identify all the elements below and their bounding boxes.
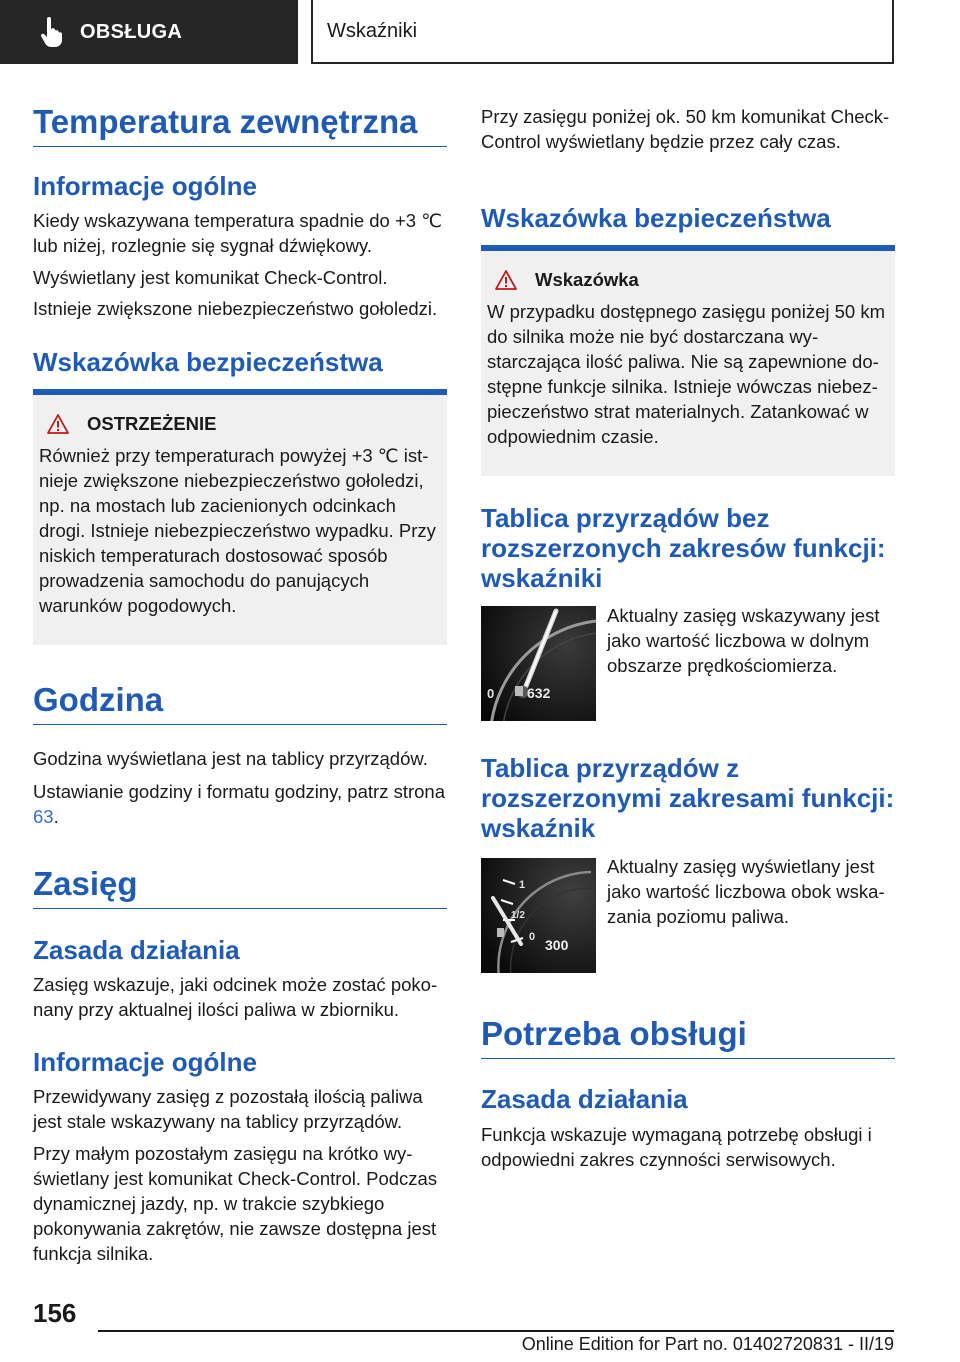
warning-title-row — [39, 413, 439, 435]
hand-pointer-icon — [38, 17, 64, 47]
paragraph-range-general-1: Przewidywany zasięg z pozostałą ilością paliwa jest stale wskazywany na tablicy przyrządów. — [33, 1086, 423, 1132]
note-box — [481, 251, 895, 476]
footer-divider — [98, 1330, 894, 1332]
paragraph-ice-risk: Istnieje zwiększone niebezpieczeństwo gołoledzi. — [33, 298, 438, 319]
heading-range-principle: Zasada działania — [33, 935, 240, 965]
paragraph-range-principle: Zasięg wskazuje, jaki odcinek może zostać pokonany przy aktualnej ilości paliwa w zbiorniku. — [33, 974, 438, 1020]
heading-safety-note-right: Wskazówka bezpieczeństwa — [481, 203, 831, 233]
fuel-full-label: 1 — [519, 879, 526, 891]
paragraph-clock-settings — [33, 779, 447, 829]
speedometer-range-image — [481, 606, 596, 721]
section-title-range: Zasięg — [33, 866, 447, 909]
heading-range-general: Informacje ogólne — [33, 1047, 257, 1077]
fuel-pump-icon — [497, 928, 504, 937]
paragraph-range-general-2: Przy małym pozostałym zasięgu na krótko wyświetlany jest komunikat Check-Control. Podczas dynamicznej jazdy, np. w trakcie szybkiego pokonywania zakrętów, nie zawsze dostępna jest funkcja silnika. — [33, 1143, 438, 1264]
heading-cluster-basic: Tablica przyrządów bez rozszerzonych zakresów funkcji: wskaźniki — [481, 503, 886, 593]
note-title: Wskazówka — [535, 269, 639, 290]
edition-info: Online Edition for Part no. 01402720831 - II/19 — [521, 1334, 894, 1354]
section-tab[interactable] — [0, 0, 298, 64]
warning-triangle-icon — [47, 414, 69, 434]
note-text: W przypadku dostępnego zasięgu poniżej 50 km do silnika może nie być dostarczana wystarczająca ilość paliwa. Nie są zapewnione dostępne funkcje silnika. Istnieje wówczas niebezpieczeństwo strat materialnych. Zatankować w odpowiednim czasie. — [487, 301, 885, 447]
paragraph-temp-warning-sound: Kiedy wskazywana temperatura spadnie do +3 ℃ lub niżej, rozlegnie się sygnał dźwiękowy. — [33, 210, 442, 256]
warning-title: OSTRZEŻENIE — [87, 413, 217, 434]
heading-general-info: Informacje ogólne — [33, 171, 257, 201]
paragraph-service-principle: Funkcja wskazuje wymaganą potrzebę obsługi i odpowiedni zakres czynności serwisowych. — [481, 1124, 872, 1170]
section-title-service: Potrzeba obsługi — [481, 1016, 895, 1059]
section-tab-label: OBSŁUGA — [80, 20, 183, 43]
clock-settings-period: . — [53, 806, 59, 827]
heading-safety-note: Wskazówka bezpieczeństwa — [33, 347, 383, 377]
fuel-half-label: 1/2 — [511, 910, 525, 921]
section-title-clock: Godzina — [33, 682, 447, 725]
fuel-gauge-range-image — [481, 858, 596, 973]
warning-text: Również przy temperaturach powyżej +3 ℃ istnieje zwiększone niebezpieczeństwo gołoledzi, np. na mostach lub zacienionych odcinkach drogi. Istnieje niebezpieczeństwo wypadku. Przy niskich temperaturach dostosować sposób prowadzenia samochodu do panujących warunków pogodowych. — [39, 445, 436, 616]
fuel-empty-label: 0 — [529, 931, 536, 943]
clock-settings-text: Ustawianie godziny i formatu godziny, patrz strona — [33, 781, 445, 802]
fuel-pump-icon — [515, 686, 523, 696]
note-title-row — [487, 269, 887, 291]
paragraph-cluster-extended: Aktualny zasięg wyświetlany jest jako wartość liczbowa obok wskazania poziomu paliwa. — [607, 856, 885, 927]
heading-cluster-extended: Tablica przyrządów z rozszerzonymi zakresami funkcji: wskaźnik — [481, 753, 895, 843]
paragraph-cluster-basic: Aktualny zasięg wskazywany jest jako wartość liczbowa w dolnym obszarze prędkościomierza. — [607, 605, 880, 676]
paragraph-range-below-50: Przy zasięgu poniżej ok. 50 km komunikat Check-Control wyświetlany będzie przez cały czas. — [481, 106, 890, 152]
warning-triangle-icon — [495, 270, 517, 290]
range-value-label: 632 — [527, 685, 551, 701]
chapter-title: Wskaźniki — [327, 19, 418, 42]
paragraph-clock-display: Godzina wyświetlana jest na tablicy przyrządów. — [33, 748, 428, 769]
warning-box — [33, 395, 447, 645]
speedometer-zero-label: 0 — [487, 686, 495, 701]
chapter-header — [311, 0, 894, 64]
heading-service-principle: Zasada działania — [481, 1084, 688, 1114]
section-title-outside-temperature: Temperatura zewnętrzna — [33, 104, 447, 147]
range-value-label-2: 300 — [545, 937, 569, 953]
page-number: 156 — [33, 1298, 77, 1328]
paragraph-check-control: Wyświetlany jest komunikat Check-Control. — [33, 267, 388, 288]
page-link-63[interactable]: 63 — [33, 806, 54, 827]
